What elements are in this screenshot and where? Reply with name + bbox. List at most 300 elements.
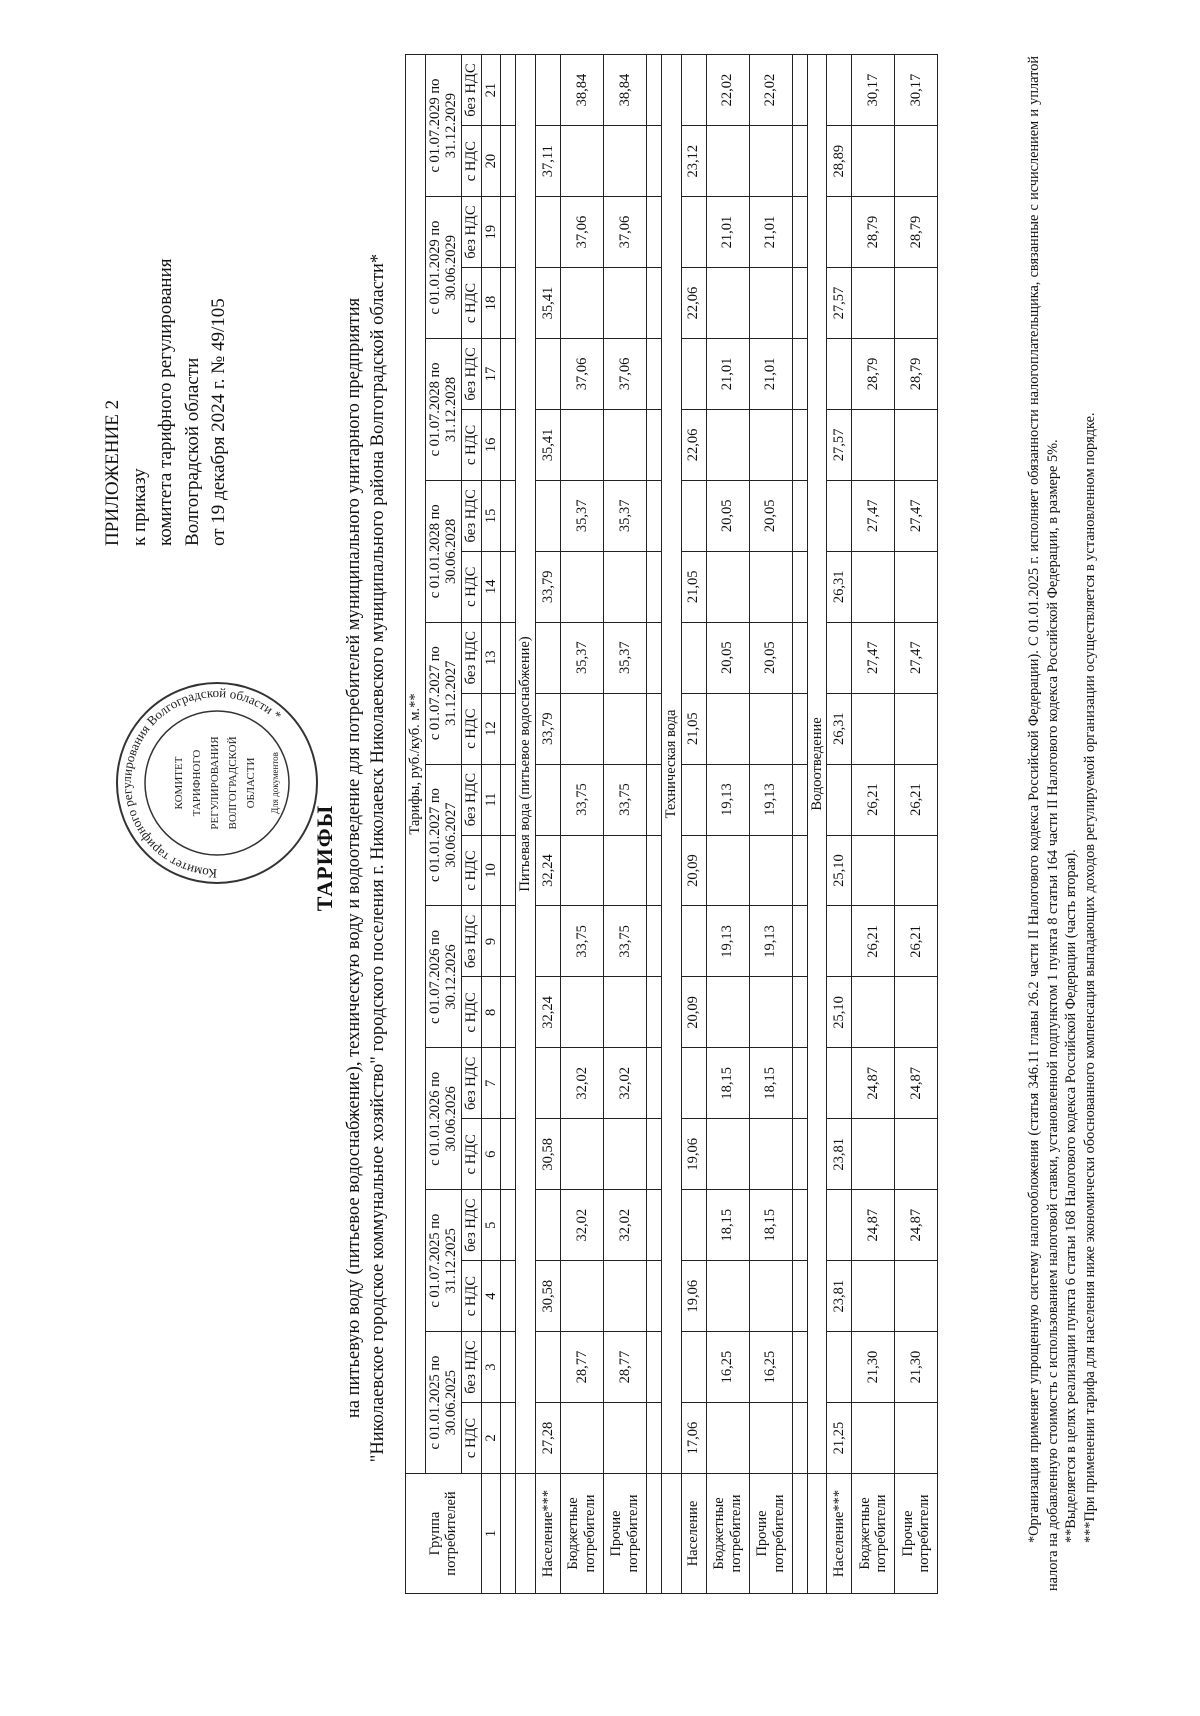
section-header: Питьевая вода (питьевое водоснабжение) — [516, 55, 536, 1474]
tariff-without-vat: 30,17 — [852, 55, 895, 126]
vat-header: с НДС — [462, 551, 482, 622]
spacer-cell — [501, 1261, 516, 1332]
spacer-cell — [501, 55, 516, 126]
official-seal — [112, 678, 322, 888]
tariffs-header: Тарифы, руб./куб. м.** — [406, 55, 426, 1474]
tariff-without-vat: 27,47 — [895, 622, 938, 693]
tariff-without-vat — [536, 1190, 561, 1261]
vat-header: без НДС — [462, 622, 482, 693]
consumer-group: Население — [681, 1474, 706, 1594]
footnote-3: ***При применении тарифа для населения ниже экономически обоснованного компенсация выпадающих доходов регулируемой организации осуществляется в установленном порядке. — [1081, 412, 1098, 1543]
vat-header: без НДС — [462, 480, 482, 551]
tariff-with-vat — [561, 1119, 604, 1190]
tariff-with-vat — [895, 268, 938, 339]
tariff-with-vat — [706, 835, 749, 906]
spacer-cell — [792, 339, 807, 410]
tariff-without-vat: 37,06 — [561, 339, 604, 410]
tariff-without-vat — [681, 480, 706, 551]
tariff-without-vat: 28,77 — [561, 1332, 604, 1403]
seal-text: ОБЛАСТИ — [245, 757, 257, 809]
tariff-with-vat — [749, 977, 792, 1048]
tariff-without-vat: 19,13 — [706, 906, 749, 977]
tariff-without-vat: 27,47 — [852, 622, 895, 693]
tariff-with-vat — [852, 551, 895, 622]
spacer-cell — [792, 977, 807, 1048]
tariff-without-vat: 26,21 — [895, 906, 938, 977]
tariff-with-vat: 25,10 — [827, 977, 852, 1048]
spacer-cell — [647, 126, 662, 197]
vat-header: с НДС — [462, 977, 482, 1048]
tariff-with-vat: 30,58 — [536, 1261, 561, 1332]
tariff-with-vat: 19,06 — [681, 1119, 706, 1190]
period-header: с 01.07.2026 по 30.12.2026 — [425, 906, 461, 1048]
tariff-with-vat — [749, 693, 792, 764]
table-row — [895, 55, 938, 1594]
spacer-cell — [647, 1119, 662, 1190]
consumer-group: Население*** — [827, 1474, 852, 1594]
seal-text: ТАРИФНОГО — [191, 749, 203, 817]
tariff-without-vat: 18,15 — [749, 1190, 792, 1261]
spacer-cell — [647, 197, 662, 268]
spacer-cell — [501, 1048, 516, 1119]
spacer-cell — [501, 1474, 516, 1594]
tariff-with-vat — [604, 1119, 647, 1190]
tariff-without-vat — [827, 197, 852, 268]
tariff-with-vat — [561, 268, 604, 339]
tariff-with-vat: 21,05 — [681, 551, 706, 622]
tariff-without-vat: 26,21 — [852, 764, 895, 835]
tariff-without-vat: 28,79 — [895, 197, 938, 268]
tariff-without-vat: 38,84 — [604, 55, 647, 126]
tariff-with-vat — [852, 977, 895, 1048]
vat-header: с НДС — [462, 409, 482, 480]
column-number: 3 — [481, 1332, 501, 1403]
footnotes — [1025, 56, 1099, 1591]
tariff-with-vat — [749, 268, 792, 339]
spacer-cell — [647, 1048, 662, 1119]
tariff-without-vat — [681, 197, 706, 268]
period-header: с 01.01.2026 по 30.06.2026 — [425, 1048, 461, 1190]
footnote-2: **Выделяется в целях реализации пункта 6 статьи 168 Налогового кодекса Российской Федерации (часть вторая). — [1063, 849, 1080, 1543]
spacer-cell — [501, 1332, 516, 1403]
period-header: с 01.07.2029 по 31.12.2029 — [425, 55, 461, 197]
tariff-without-vat: 28,79 — [852, 339, 895, 410]
footnote-1: *Организация применяет упрощенную систему налогообложения (статья 346.11 главы 26.2 части II Налогового кодекса Российской Федерации). С 01.01.2025 г. исполняет обязанности налогоплательщика, связанные с исчислением и уплатой налога на добавленную стоимость с использованием налоговой ставки, установленной подпунктом 1 пункта 8 статьи 164 части II Налогового кодекса Российской Федерации, в размере 5%. — [1026, 56, 1061, 1591]
column-number: 2 — [481, 1403, 501, 1474]
vat-header: без НДС — [462, 764, 482, 835]
spacer-cell — [647, 55, 662, 126]
tariff-without-vat: 21,30 — [852, 1332, 895, 1403]
column-number: 15 — [481, 480, 501, 551]
tariff-without-vat: 28,77 — [604, 1332, 647, 1403]
tariff-with-vat — [852, 409, 895, 480]
consumer-group: Бюджетные потребители — [561, 1474, 604, 1594]
tariff-with-vat: 26,31 — [827, 693, 852, 764]
column-number: 19 — [481, 197, 501, 268]
table-row — [681, 55, 706, 1594]
tariff-with-vat — [852, 126, 895, 197]
tariff-without-vat: 38,84 — [561, 55, 604, 126]
tariff-without-vat: 21,01 — [706, 339, 749, 410]
tariff-without-vat: 18,15 — [749, 1048, 792, 1119]
tariff-without-vat: 21,30 — [895, 1332, 938, 1403]
vat-header: без НДС — [462, 906, 482, 977]
spacer-cell — [647, 1261, 662, 1332]
tariff-with-vat — [749, 1403, 792, 1474]
spacer-cell — [792, 55, 807, 126]
tariff-without-vat: 35,37 — [561, 480, 604, 551]
tariff-without-vat: 24,87 — [852, 1190, 895, 1261]
tariff-without-vat — [536, 480, 561, 551]
subtitle-line: "Николаевское городское коммунальное хозяйство" городского поселения г. Николаевск Николаевского муниципального района Волгоградской области* — [368, 253, 389, 1463]
tariff-without-vat — [681, 1048, 706, 1119]
tariff-with-vat: 35,41 — [536, 409, 561, 480]
tariff-with-vat — [706, 1119, 749, 1190]
section-header: Техническая вода — [662, 55, 682, 1474]
period-header: с 01.07.2028 по 31.12.2028 — [425, 339, 461, 481]
tariff-without-vat — [536, 55, 561, 126]
section-label-cell — [662, 1474, 682, 1594]
tariff-with-vat — [561, 126, 604, 197]
tariff-without-vat: 35,37 — [604, 480, 647, 551]
tariff-with-vat — [561, 409, 604, 480]
tariff-with-vat: 20,09 — [681, 835, 706, 906]
spacer-cell — [792, 1261, 807, 1332]
column-number: 10 — [481, 835, 501, 906]
consumer-group: Бюджетные потребители — [706, 1474, 749, 1594]
tariff-without-vat: 19,13 — [706, 764, 749, 835]
vat-header: с НДС — [462, 126, 482, 197]
tariff-with-vat: 23,81 — [827, 1119, 852, 1190]
column-number: 17 — [481, 339, 501, 410]
tariff-with-vat — [706, 268, 749, 339]
column-number: 5 — [481, 1190, 501, 1261]
tariff-with-vat — [706, 693, 749, 764]
tariff-with-vat — [749, 1119, 792, 1190]
tariff-without-vat — [827, 480, 852, 551]
seal-text: РЕГУЛИРОВАНИЯ — [209, 736, 221, 830]
vat-header: с НДС — [462, 693, 482, 764]
period-header: с 01.01.2029 по 30.06.2029 — [425, 197, 461, 339]
tariff-with-vat: 35,41 — [536, 268, 561, 339]
tariff-with-vat — [604, 551, 647, 622]
spacer-cell — [792, 1474, 807, 1594]
spacer-cell — [792, 764, 807, 835]
tariff-without-vat: 37,06 — [561, 197, 604, 268]
tariff-with-vat: 19,06 — [681, 1261, 706, 1332]
section-label-cell — [807, 1474, 827, 1594]
column-number: 20 — [481, 126, 501, 197]
spacer-cell — [647, 835, 662, 906]
tariff-without-vat: 16,25 — [706, 1332, 749, 1403]
tariff-with-vat: 32,24 — [536, 977, 561, 1048]
spacer-cell — [647, 1190, 662, 1261]
tariff-without-vat — [827, 55, 852, 126]
section-label-cell — [516, 1474, 536, 1594]
tariff-without-vat — [536, 906, 561, 977]
appendix-title: ПРИЛОЖЕНИЕ 2 — [102, 399, 123, 546]
column-number: 9 — [481, 906, 501, 977]
tariff-with-vat: 20,09 — [681, 977, 706, 1048]
tariff-without-vat — [681, 622, 706, 693]
table-row — [827, 55, 852, 1594]
tariff-without-vat — [536, 1048, 561, 1119]
consumer-group: Прочие потребители — [749, 1474, 792, 1594]
tariff-without-vat: 20,05 — [706, 622, 749, 693]
tariff-without-vat — [536, 764, 561, 835]
spacer-cell — [501, 764, 516, 835]
spacer-cell — [647, 268, 662, 339]
column-number: 13 — [481, 622, 501, 693]
spacer-cell — [647, 409, 662, 480]
tariff-with-vat — [604, 693, 647, 764]
tariff-without-vat: 24,87 — [852, 1048, 895, 1119]
tariff-without-vat: 19,13 — [749, 764, 792, 835]
tariff-with-vat: 23,12 — [681, 126, 706, 197]
spacer-cell — [501, 480, 516, 551]
vat-header: без НДС — [462, 55, 482, 126]
period-header: с 01.01.2027 по 30.06.2027 — [425, 764, 461, 906]
tariff-with-vat — [604, 126, 647, 197]
tariff-with-vat: 22,06 — [681, 409, 706, 480]
column-number: 18 — [481, 268, 501, 339]
vat-header: без НДС — [462, 339, 482, 410]
tariff-without-vat: 26,21 — [895, 764, 938, 835]
period-header: с 01.07.2025 по 31.12.2025 — [425, 1190, 461, 1332]
column-number: 1 — [481, 1474, 501, 1594]
tariff-with-vat: 21,05 — [681, 693, 706, 764]
consumer-group: Прочие потребители — [895, 1474, 938, 1594]
tariff-with-vat — [604, 977, 647, 1048]
tariff-with-vat — [604, 1403, 647, 1474]
tariff-without-vat — [827, 1190, 852, 1261]
table-row — [706, 55, 749, 1594]
spacer-cell — [501, 622, 516, 693]
spacer-cell — [792, 693, 807, 764]
tariff-with-vat — [895, 409, 938, 480]
spacer-cell — [647, 339, 662, 410]
tariff-without-vat — [681, 1190, 706, 1261]
tariff-without-vat: 24,87 — [895, 1048, 938, 1119]
table-row — [749, 55, 792, 1594]
spacer-cell — [647, 1403, 662, 1474]
tariff-with-vat — [895, 1261, 938, 1332]
spacer-cell — [501, 551, 516, 622]
spacer-cell — [647, 622, 662, 693]
vat-header: с НДС — [462, 1403, 482, 1474]
spacer-cell — [647, 1332, 662, 1403]
tariff-with-vat: 23,81 — [827, 1261, 852, 1332]
spacer-cell — [792, 1048, 807, 1119]
tariff-without-vat: 28,79 — [895, 339, 938, 410]
tariff-with-vat: 27,57 — [827, 409, 852, 480]
vat-header: с НДС — [462, 835, 482, 906]
spacer-cell — [647, 906, 662, 977]
spacer-cell — [501, 906, 516, 977]
tariff-with-vat — [895, 835, 938, 906]
spacer-cell — [792, 622, 807, 693]
spacer-cell — [792, 1332, 807, 1403]
vat-header: с НДС — [462, 1261, 482, 1332]
tariff-with-vat — [706, 126, 749, 197]
tariff-with-vat: 28,89 — [827, 126, 852, 197]
document-subtitle — [342, 0, 390, 1716]
vat-header: с НДС — [462, 268, 482, 339]
tariff-with-vat — [852, 835, 895, 906]
tariff-with-vat — [749, 835, 792, 906]
spacer-cell — [501, 268, 516, 339]
table-row — [561, 55, 604, 1594]
column-number: 12 — [481, 693, 501, 764]
tariff-with-vat — [706, 977, 749, 1048]
tariff-with-vat — [561, 693, 604, 764]
tariff-without-vat: 33,75 — [604, 764, 647, 835]
tariff-without-vat: 33,75 — [604, 906, 647, 977]
spacer-cell — [501, 835, 516, 906]
period-header: с 01.01.2025 по 30.06.2025 — [425, 1332, 461, 1474]
tariff-with-vat — [706, 551, 749, 622]
vat-header: без НДС — [462, 1332, 482, 1403]
tariff-without-vat: 27,47 — [895, 480, 938, 551]
tariff-with-vat — [749, 551, 792, 622]
tariff-with-vat: 17,06 — [681, 1403, 706, 1474]
tariff-with-vat — [852, 693, 895, 764]
spacer-cell — [792, 835, 807, 906]
spacer-cell — [501, 1190, 516, 1261]
spacer-cell — [792, 197, 807, 268]
tariff-without-vat: 20,05 — [749, 480, 792, 551]
consumer-group: Бюджетные потребители — [852, 1474, 895, 1594]
subtitle-line: на питьевую воду (питьевое водоснабжение), техническую воду и водоотведение для потребителей муниципального унитарного предприятия — [344, 297, 364, 1419]
tariff-with-vat — [604, 409, 647, 480]
spacer-cell — [501, 693, 516, 764]
appendix-line: комитета тарифного регулирования — [155, 258, 177, 546]
tariff-without-vat — [536, 339, 561, 410]
tariff-without-vat: 27,47 — [852, 480, 895, 551]
tariff-without-vat: 35,37 — [604, 622, 647, 693]
tariff-with-vat — [604, 268, 647, 339]
tariff-without-vat: 37,06 — [604, 339, 647, 410]
column-number: 11 — [481, 764, 501, 835]
spacer-cell — [792, 268, 807, 339]
period-header: с 01.01.2028 по 30.06.2028 — [425, 480, 461, 622]
tariff-with-vat — [561, 551, 604, 622]
tariff-without-vat — [827, 1048, 852, 1119]
tariff-with-vat — [561, 1261, 604, 1332]
tariff-with-vat: 21,25 — [827, 1403, 852, 1474]
tariff-without-vat: 32,02 — [561, 1190, 604, 1261]
consumer-group: Население*** — [536, 1474, 561, 1594]
column-number: 21 — [481, 55, 501, 126]
spacer-cell — [501, 1403, 516, 1474]
tariff-with-vat: 33,79 — [536, 551, 561, 622]
tariff-with-vat — [852, 1261, 895, 1332]
spacer-cell — [647, 551, 662, 622]
appendix-line: Волгоградской области — [181, 357, 203, 546]
tariff-without-vat: 20,05 — [706, 480, 749, 551]
tariff-without-vat: 20,05 — [749, 622, 792, 693]
tariff-without-vat: 18,15 — [706, 1048, 749, 1119]
tariff-without-vat: 22,02 — [706, 55, 749, 126]
tariff-with-vat — [604, 835, 647, 906]
tariff-without-vat: 21,01 — [749, 339, 792, 410]
tariff-with-vat — [895, 1119, 938, 1190]
section-header: Водоотведение — [807, 55, 827, 1474]
tariff-with-vat — [749, 1261, 792, 1332]
tariff-with-vat — [604, 1261, 647, 1332]
tariff-without-vat — [827, 1332, 852, 1403]
seal-ring-text: Комитет тарифного регулирования Волгоградской области * — [118, 684, 285, 882]
tariff-with-vat: 30,58 — [536, 1119, 561, 1190]
tariff-with-vat — [561, 835, 604, 906]
title-block — [312, 0, 390, 1716]
tariff-with-vat — [706, 1261, 749, 1332]
seal-text: Для документов — [270, 752, 280, 814]
tariff-without-vat — [536, 197, 561, 268]
tariff-without-vat: 32,02 — [604, 1190, 647, 1261]
tariff-without-vat: 21,01 — [706, 197, 749, 268]
tariff-without-vat: 28,79 — [852, 197, 895, 268]
appendix-block — [100, 86, 233, 686]
tariff-without-vat: 32,02 — [561, 1048, 604, 1119]
table-row — [852, 55, 895, 1594]
spacer-cell — [792, 551, 807, 622]
spacer-cell — [792, 409, 807, 480]
tariff-without-vat — [681, 1332, 706, 1403]
seal-text: КОМИТЕТ — [173, 756, 185, 810]
spacer-cell — [647, 1474, 662, 1594]
tariff-without-vat: 30,17 — [895, 55, 938, 126]
tariff-without-vat: 19,13 — [749, 906, 792, 977]
vat-header: без НДС — [462, 1190, 482, 1261]
tariff-with-vat — [749, 409, 792, 480]
tariff-without-vat: 37,06 — [604, 197, 647, 268]
tariff-with-vat: 22,06 — [681, 268, 706, 339]
tariff-with-vat: 27,57 — [827, 268, 852, 339]
tariff-without-vat: 24,87 — [895, 1190, 938, 1261]
tariff-without-vat — [827, 622, 852, 693]
table-row — [604, 55, 647, 1594]
spacer-cell — [501, 1119, 516, 1190]
spacer-cell — [501, 197, 516, 268]
tariff-without-vat — [827, 764, 852, 835]
seal-text: ВОЛГОГРАДСКОЙ — [227, 736, 239, 830]
column-number: 8 — [481, 977, 501, 1048]
tariff-without-vat: 35,37 — [561, 622, 604, 693]
tariff-with-vat — [895, 977, 938, 1048]
tariff-without-vat: 16,25 — [749, 1332, 792, 1403]
spacer-cell — [792, 1190, 807, 1261]
tariff-with-vat — [852, 1119, 895, 1190]
column-number: 4 — [481, 1261, 501, 1332]
spacer-cell — [647, 977, 662, 1048]
tariff-with-vat — [895, 693, 938, 764]
document-title: ТАРИФЫ — [312, 804, 337, 912]
vat-header: с НДС — [462, 1119, 482, 1190]
tariff-with-vat: 33,79 — [536, 693, 561, 764]
appendix-line: к приказу — [128, 468, 150, 546]
tariff-without-vat: 21,01 — [749, 197, 792, 268]
tariff-with-vat — [706, 409, 749, 480]
tariff-with-vat — [852, 268, 895, 339]
tariff-without-vat: 26,21 — [852, 906, 895, 977]
spacer-cell — [792, 906, 807, 977]
tariff-without-vat — [536, 1332, 561, 1403]
spacer-cell — [647, 693, 662, 764]
tariff-without-vat: 33,75 — [561, 764, 604, 835]
column-number: 7 — [481, 1048, 501, 1119]
tariff-with-vat — [706, 1403, 749, 1474]
